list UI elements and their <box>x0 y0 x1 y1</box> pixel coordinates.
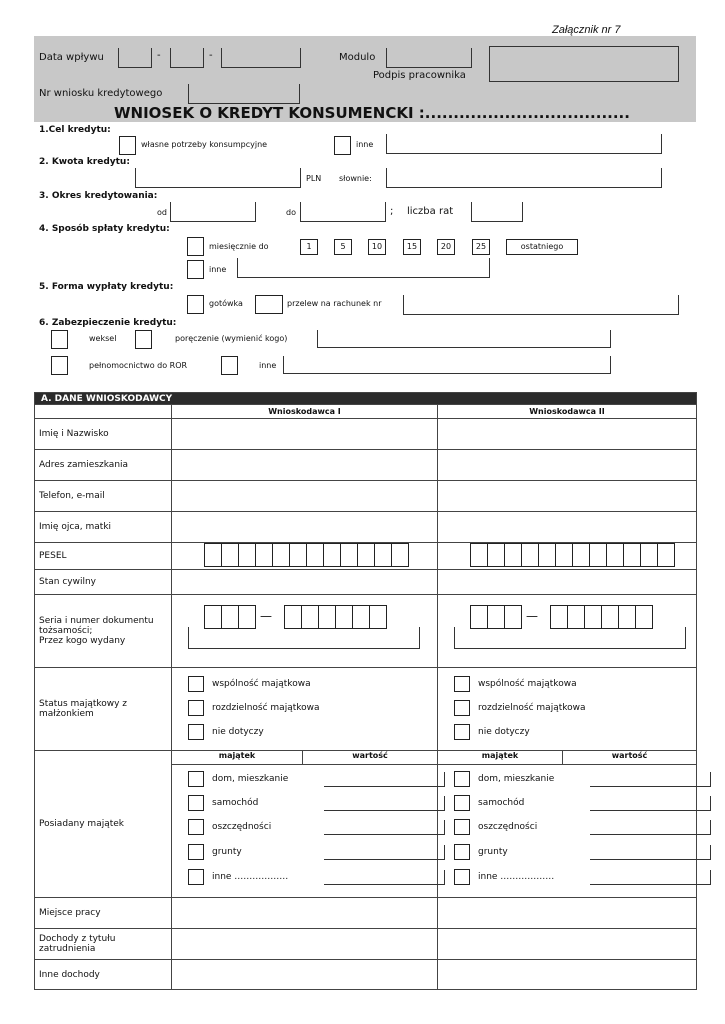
employment-income-line2: zatrudnienia <box>39 944 96 954</box>
asset-col-header: majątek <box>172 751 303 764</box>
checkbox[interactable] <box>454 869 470 885</box>
checkbox[interactable] <box>454 676 470 692</box>
value-field[interactable] <box>324 796 445 811</box>
applicant-1-other-income-field[interactable] <box>172 960 438 990</box>
data-wplywu-label: Data wpływu <box>39 52 104 63</box>
applicant-1-assets-cell <box>172 751 438 898</box>
liczba-rat-label: liczba rat <box>407 206 454 217</box>
date-separator: - <box>209 50 213 61</box>
option-label: wspólność majątkowa <box>478 679 577 689</box>
zabezp-inne-field[interactable] <box>283 356 611 374</box>
okres-od-field[interactable] <box>170 202 256 222</box>
doc-dash: — <box>526 609 538 623</box>
a2-wspolnosc-option[interactable] <box>454 676 577 692</box>
a2-asset-samochod[interactable] <box>454 795 711 811</box>
other-income-label: Inne dochody <box>35 960 172 990</box>
value-field[interactable] <box>590 820 711 835</box>
option-label: grunty <box>478 847 508 857</box>
option-label: grunty <box>212 847 242 857</box>
liczba-rat-field[interactable] <box>471 202 523 222</box>
weksel-checkbox[interactable] <box>51 330 68 349</box>
day-10-box[interactable]: 10 <box>368 239 386 255</box>
date-day-field[interactable] <box>118 48 152 68</box>
id-document-label-line2: tożsamości; <box>39 626 93 636</box>
a1-asset-samochod[interactable] <box>188 795 445 811</box>
section-4-title: 4. Sposób spłaty kredytu: <box>39 224 170 234</box>
option-label: nie dotyczy <box>478 727 530 737</box>
wyplata-gotowka-label: gotówka <box>209 299 243 308</box>
value-col-header: wartość <box>611 751 648 760</box>
poreczenie-field[interactable] <box>317 330 611 348</box>
value-col-header: wartość <box>352 751 388 760</box>
nr-wniosku-label: Nr wniosku kredytowego <box>39 88 163 99</box>
date-month-field[interactable] <box>170 48 204 68</box>
name-label: Imię i Nazwisko <box>35 419 172 450</box>
section-3-title: 3. Okres kredytowania: <box>39 191 158 201</box>
a1-rozdzielnosc-option[interactable] <box>188 700 320 716</box>
splata-inne-checkbox[interactable] <box>187 260 204 279</box>
wyplata-przelew-checkbox[interactable] <box>255 295 283 314</box>
id-document-label-line1: Seria i numer dokumentu <box>39 616 154 626</box>
okres-do-field[interactable] <box>300 202 386 222</box>
splata-inne-field[interactable] <box>237 258 490 278</box>
marital-property-label <box>35 668 172 751</box>
option-label: wspólność majątkowa <box>212 679 311 689</box>
civil-status-label: Stan cywilny <box>35 570 172 595</box>
value-field[interactable] <box>590 845 711 860</box>
value-field[interactable] <box>324 820 445 835</box>
nr-wniosku-field[interactable] <box>188 84 300 104</box>
marital-property-label-line1: Status majątkowy z <box>39 699 128 709</box>
option-label: inne ……………… <box>212 872 289 882</box>
phone-label: Telefon, e-mail <box>35 481 172 512</box>
checkbox[interactable] <box>188 819 204 835</box>
zabezp-inne-label: inne <box>259 361 277 370</box>
kwota-field[interactable] <box>135 168 301 188</box>
wyplata-gotowka-checkbox[interactable] <box>187 295 204 314</box>
cel-wlasne-label: własne potrzeby konsumpcyjne <box>141 140 268 149</box>
semicolon: ; <box>390 206 394 217</box>
applicant-2-address-field[interactable] <box>438 450 697 481</box>
applicant-1-header: Wnioskodawca I <box>172 405 438 419</box>
podpis-label: Podpis pracownika <box>373 70 466 81</box>
applicant-2-workplace-field[interactable] <box>438 898 697 929</box>
a1-asset-oszczednosci[interactable] <box>188 819 445 835</box>
checkbox[interactable] <box>454 771 470 787</box>
applicant-2-name-field[interactable] <box>438 419 697 450</box>
applicant-2-doc-series-boxes[interactable] <box>470 605 522 629</box>
a2-asset-grunty[interactable] <box>454 844 711 860</box>
section-1-title: 1.Cel kredytu: <box>39 125 111 135</box>
applicant-2-marital-cell <box>438 668 697 751</box>
slownie-field[interactable] <box>386 168 662 188</box>
day-25-box[interactable]: 25 <box>472 239 490 255</box>
option-label: dom, mieszkanie <box>212 774 289 784</box>
a2-assets-header <box>438 751 696 765</box>
applicant-1-doc-series-boxes[interactable] <box>204 605 256 629</box>
checkbox[interactable] <box>188 795 204 811</box>
option-label: nie dotyczy <box>212 727 264 737</box>
a1-nie-dotyczy-option[interactable] <box>188 724 264 740</box>
applicant-data-table <box>34 392 697 990</box>
checkbox[interactable] <box>188 724 204 740</box>
poreczenie-checkbox[interactable] <box>135 330 152 349</box>
a2-nie-dotyczy-option[interactable] <box>454 724 530 740</box>
a2-asset-oszczednosci[interactable] <box>454 819 711 835</box>
modulo-field[interactable] <box>386 48 472 68</box>
employment-income-line1: Dochody z tytułu <box>39 934 116 944</box>
checkbox[interactable] <box>188 676 204 692</box>
value-field[interactable] <box>324 870 445 885</box>
applicant-1-phone-field[interactable] <box>172 481 438 512</box>
checkbox[interactable] <box>454 700 470 716</box>
splata-miesiecznie-label: miesięcznie do <box>209 242 269 251</box>
cel-inne-field[interactable] <box>386 134 662 154</box>
splata-inne-label: inne <box>209 265 227 274</box>
checkbox[interactable] <box>188 869 204 885</box>
option-label: inne ……………… <box>478 872 555 882</box>
value-field[interactable] <box>324 845 445 860</box>
employment-income-label <box>35 929 172 960</box>
option-label: oszczędności <box>478 822 538 832</box>
section-5-title: 5. Forma wypłaty kredytu: <box>39 282 174 292</box>
section-2-title: 2. Kwota kredytu: <box>39 157 130 167</box>
value-field[interactable] <box>590 772 711 787</box>
checkbox[interactable] <box>454 819 470 835</box>
applicant-2-header: Wnioskodawca II <box>438 405 697 419</box>
modulo-label: Modulo <box>339 52 376 63</box>
option-label: dom, mieszkanie <box>478 774 555 784</box>
pelnomocnictwo-label: pełnomocnictwo do ROR <box>89 361 188 370</box>
applicant-1-name-field[interactable] <box>172 419 438 450</box>
option-label: rozdzielność majątkowa <box>212 703 320 713</box>
applicant-2-parents-field[interactable] <box>438 512 697 543</box>
cel-inne-checkbox[interactable] <box>334 136 351 155</box>
applicant-1-doc-issuer-field[interactable] <box>188 627 420 649</box>
checkbox[interactable] <box>188 844 204 860</box>
okres-od-label: od <box>157 208 167 217</box>
value-field[interactable] <box>324 772 445 787</box>
applicant-1-doc-number-boxes[interactable] <box>284 605 387 629</box>
checkbox[interactable] <box>188 700 204 716</box>
annex-label: Załącznik nr 7 <box>552 24 621 36</box>
assets-label: Posiadany majątek <box>35 751 172 898</box>
a1-asset-dom[interactable] <box>188 771 445 787</box>
wyplata-przelew-label: przelew na rachunek nr <box>287 299 382 308</box>
address-label: Adres zamieszkania <box>35 450 172 481</box>
splata-miesiecznie-checkbox[interactable] <box>187 237 204 256</box>
currency-label: PLN <box>306 174 322 183</box>
section-a-header: A. DANE WNIOSKODAWCY <box>35 393 697 405</box>
applicant-2-phone-field[interactable] <box>438 481 697 512</box>
applicant-2-doc-number-boxes[interactable] <box>550 605 653 629</box>
workplace-label: Miejsce pracy <box>35 898 172 929</box>
poreczenie-label: poręczenie (wymienić kogo) <box>175 334 288 343</box>
day-20-box[interactable]: 20 <box>437 239 455 255</box>
applicant-2-doc-issuer-field[interactable] <box>454 627 686 649</box>
okres-do-label: do <box>286 208 296 217</box>
signature-box[interactable] <box>489 46 679 82</box>
page-title: WNIOSEK O KREDYT KONSUMENCKI :.................................... <box>114 104 630 122</box>
parents-label: Imię ojca, matki <box>35 512 172 543</box>
id-document-label-line3: Przez kogo wydany <box>39 636 126 646</box>
applicant-1-civil-field[interactable] <box>172 570 438 595</box>
day-last-box[interactable]: ostatniego <box>506 239 578 255</box>
marital-property-label-line2: małżonkiem <box>39 709 94 719</box>
checkbox[interactable] <box>454 724 470 740</box>
day-1-box[interactable]: 1 <box>300 239 318 255</box>
checkbox[interactable] <box>454 795 470 811</box>
applicant-1-income-field[interactable] <box>172 929 438 960</box>
checkbox[interactable] <box>188 771 204 787</box>
pelnomocnictwo-checkbox[interactable] <box>51 356 68 375</box>
applicant-2-doc-cell <box>438 595 697 668</box>
applicant-2-other-income-field[interactable] <box>438 960 697 990</box>
a2-asset-dom[interactable] <box>454 771 711 787</box>
applicant-1-pesel-cell <box>172 543 438 570</box>
option-label: rozdzielność majątkowa <box>478 703 586 713</box>
doc-dash: — <box>260 609 272 623</box>
a1-assets-header <box>172 751 437 765</box>
applicant-2-pesel-cell <box>438 543 697 570</box>
pesel-label: PESEL <box>35 543 172 570</box>
checkbox[interactable] <box>454 844 470 860</box>
a1-asset-grunty[interactable] <box>188 844 445 860</box>
a1-wspolnosc-option[interactable] <box>188 676 311 692</box>
cel-inne-label: inne <box>356 140 374 149</box>
account-number-field[interactable] <box>403 295 679 315</box>
applicant-1-workplace-field[interactable] <box>172 898 438 929</box>
applicant-1-doc-cell <box>172 595 438 668</box>
applicant-2-assets-cell <box>438 751 697 898</box>
applicant-1-parents-field[interactable] <box>172 512 438 543</box>
a2-asset-inne[interactable] <box>454 869 711 885</box>
option-label: samochód <box>212 798 259 808</box>
option-label: oszczędności <box>212 822 272 832</box>
date-year-field[interactable] <box>221 48 301 68</box>
applicant-1-marital-cell <box>172 668 438 751</box>
applicant-2-civil-field[interactable] <box>438 570 697 595</box>
day-15-box[interactable]: 15 <box>403 239 421 255</box>
zabezp-inne-checkbox[interactable] <box>221 356 238 375</box>
applicant-1-address-field[interactable] <box>172 450 438 481</box>
day-5-box[interactable]: 5 <box>334 239 352 255</box>
id-document-label <box>35 595 172 668</box>
value-field[interactable] <box>590 870 711 885</box>
a2-rozdzielnosc-option[interactable] <box>454 700 586 716</box>
value-field[interactable] <box>590 796 711 811</box>
weksel-label: weksel <box>89 334 117 343</box>
asset-col-header: majątek <box>438 751 563 764</box>
a1-asset-inne[interactable] <box>188 869 445 885</box>
section-6-title: 6. Zabezpieczenie kredytu: <box>39 318 177 328</box>
date-separator: - <box>157 50 161 61</box>
applicant-1-pesel-boxes[interactable] <box>204 543 409 567</box>
option-label: samochód <box>478 798 525 808</box>
applicant-2-income-field[interactable] <box>438 929 697 960</box>
cel-wlasne-checkbox[interactable] <box>119 136 136 155</box>
slownie-label: słownie: <box>339 174 372 183</box>
applicant-2-pesel-boxes[interactable] <box>470 543 675 567</box>
